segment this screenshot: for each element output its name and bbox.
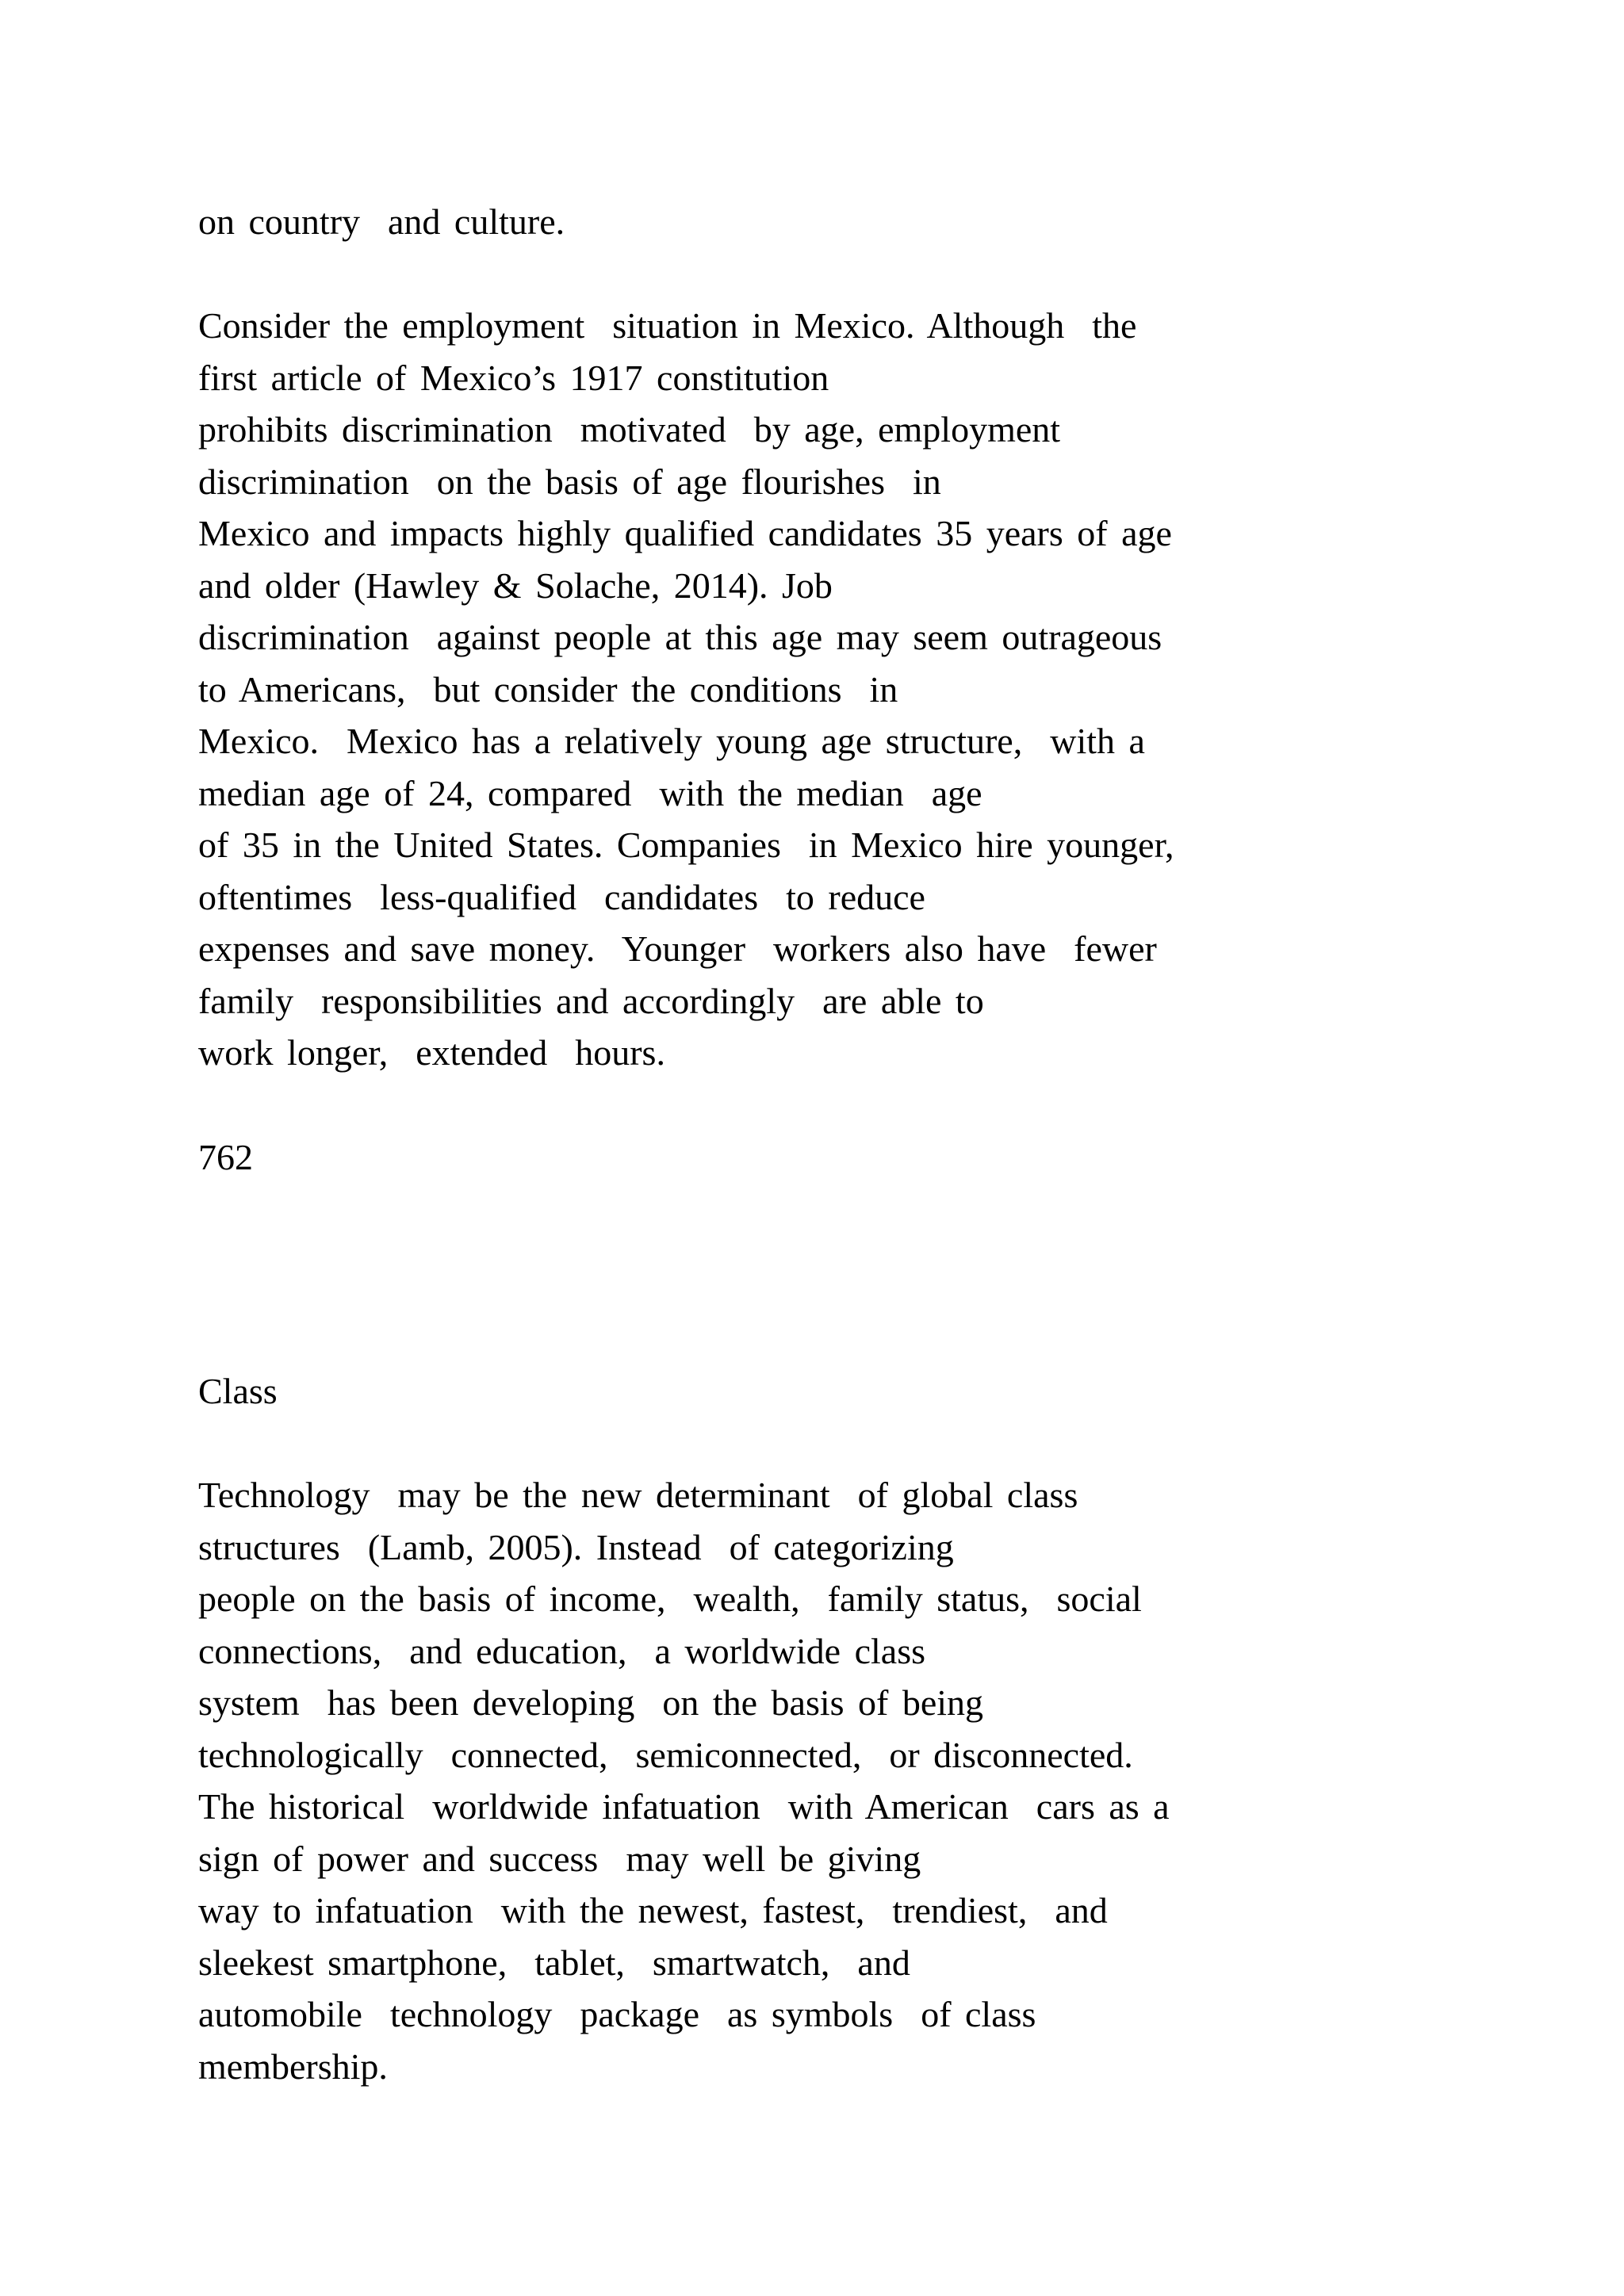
text-line: expenses and save money. Younger workers also have fewer xyxy=(198,928,1157,969)
text-line: technologically connected, semiconnected, or disconnected. xyxy=(198,1734,1133,1775)
section-heading: Class xyxy=(198,1371,278,1411)
text-line: membership. xyxy=(198,2045,388,2087)
text-line: first article of Mexico’s 1917 constitution xyxy=(198,357,829,398)
text-line: on country and culture. xyxy=(198,201,565,242)
mexico-employment-paragraph xyxy=(198,300,1562,1079)
text-line: system has been developing on the basis of being xyxy=(198,1682,984,1723)
text-line: to Americans, but consider the conditions in xyxy=(198,668,898,710)
page-number-block xyxy=(198,1131,1562,1184)
text-line: Mexico and impacts highly qualified candidates 35 years of age xyxy=(198,513,1172,553)
text-line: discrimination on the basis of age flourishes in xyxy=(198,461,941,502)
text-line: people on the basis of income, wealth, family status, social xyxy=(198,1578,1142,1619)
text-line: sleekest smartphone, tablet, smartwatch, and xyxy=(198,1942,910,1983)
text-line: oftentimes less-qualified candidates to reduce xyxy=(198,876,925,917)
section-heading-block xyxy=(198,1365,1562,1418)
text-line: prohibits discrimination motivated by age, employment xyxy=(198,409,1061,450)
text-line: structures (Lamb, 2005). Instead of categorizing xyxy=(198,1526,954,1567)
page-number: 762 xyxy=(198,1137,253,1177)
text-line: automobile technology package as symbols of class xyxy=(198,1994,1036,2034)
text-line: of 35 in the United States. Companies in Mexico hire younger, xyxy=(198,825,1174,865)
text-line: The historical worldwide infatuation with American cars as a xyxy=(198,1786,1170,1827)
class-paragraph xyxy=(198,1469,1562,2092)
text-line: family responsibilities and accordingly are able to xyxy=(198,980,984,1021)
text-line: way to infatuation with the newest, fastest, trendiest, and xyxy=(198,1890,1108,1931)
text-line: sign of power and success may well be giving xyxy=(198,1838,921,1879)
text-line: connections, and education, a worldwide class xyxy=(198,1630,926,1671)
text-line: Technology may be the new determinant of global class xyxy=(198,1475,1078,1515)
text-line: Mexico. Mexico has a relatively young age structure, with a xyxy=(198,721,1145,761)
text-line: discrimination against people at this age may seem outrageous xyxy=(198,617,1162,657)
text-line: and older (Hawley & Solache, 2014). Job xyxy=(198,564,833,606)
text-line: Consider the employment situation in Mexico. Although the xyxy=(198,305,1137,346)
text-line: median age of 24, compared with the median age xyxy=(198,772,982,813)
text-line: work longer, extended hours. xyxy=(198,1032,665,1073)
continuation-paragraph xyxy=(198,196,1562,248)
